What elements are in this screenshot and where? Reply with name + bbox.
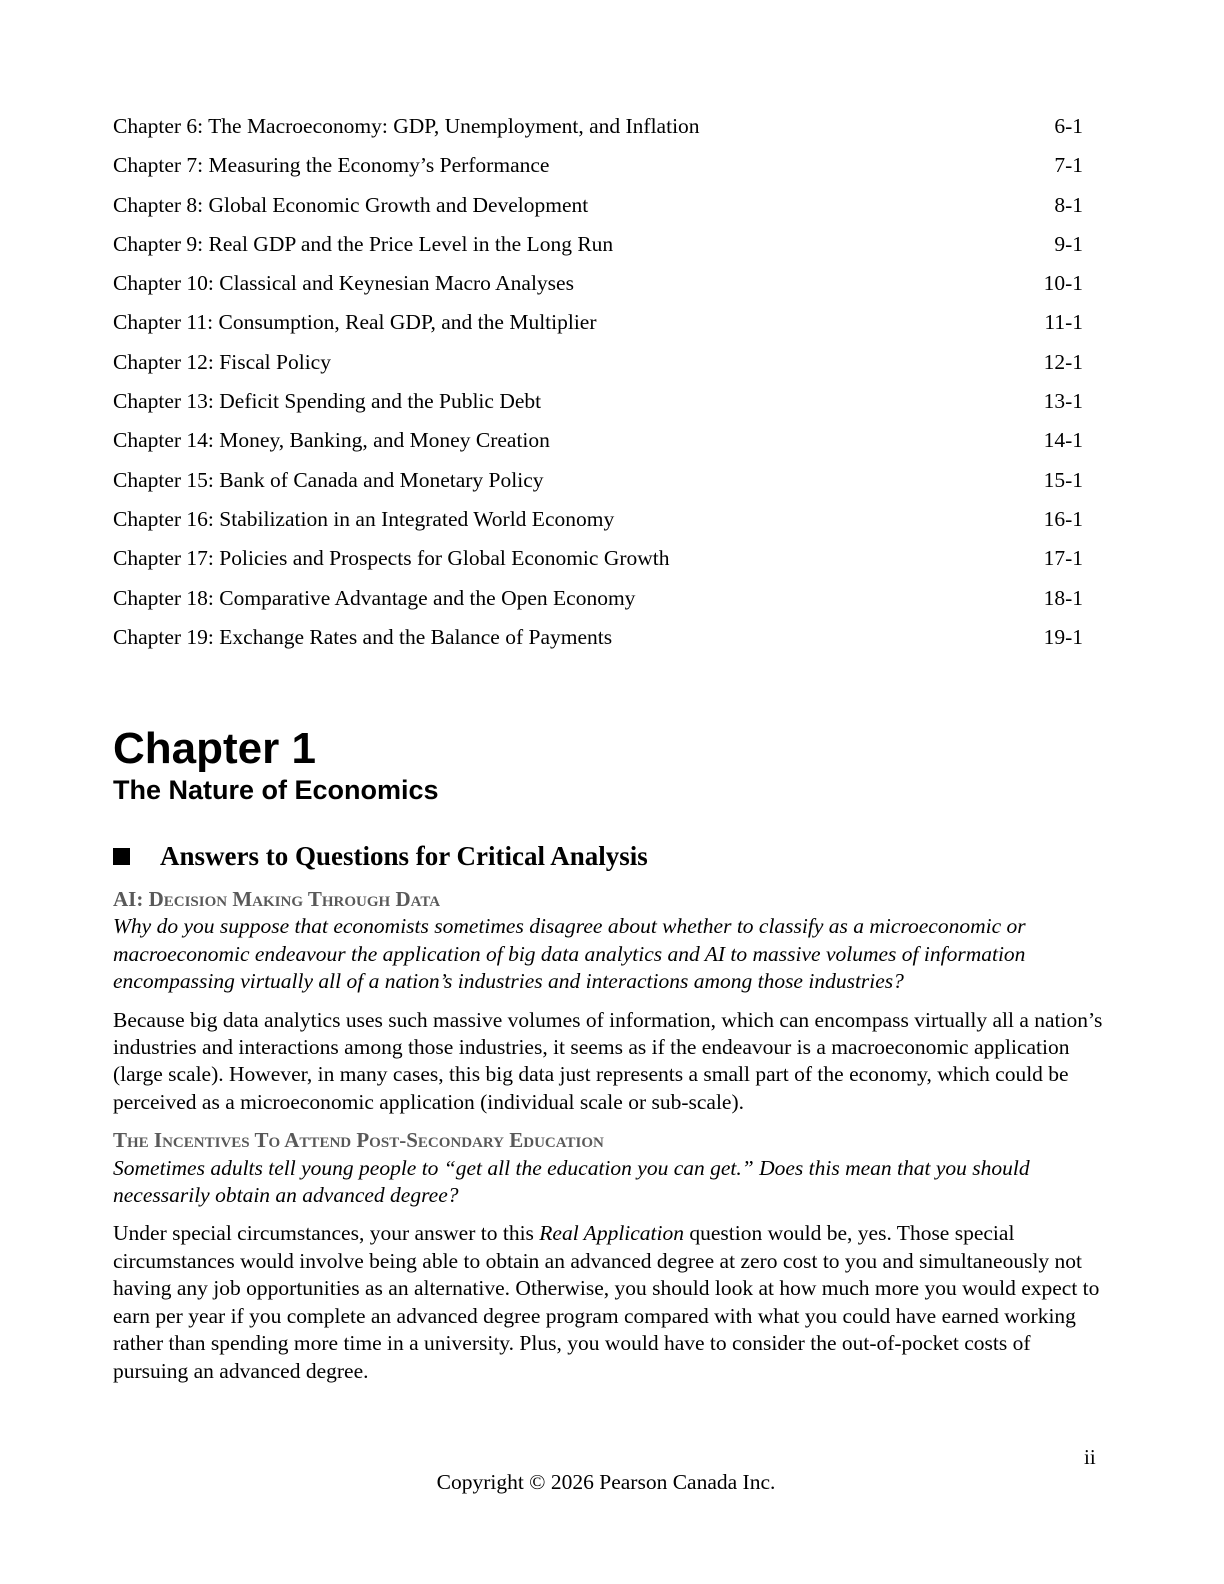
toc-entry[interactable] (113, 622, 1083, 661)
toc-page: 10-1 (1043, 271, 1083, 296)
toc-page: 8-1 (1054, 192, 1083, 217)
chapter-subtitle: The Nature of Economics (113, 775, 439, 805)
toc-page: 14-1 (1043, 428, 1083, 453)
toc-page: 15-1 (1043, 467, 1083, 492)
toc-page: 9-1 (1054, 231, 1083, 256)
item-question: Sometimes adults tell young people to “get all the education you can get.” Does this mean that you should necessarily obtain an advanced degree? (113, 1155, 1030, 1208)
toc-title: Chapter 16: Stabilization in an Integrated World Economy (113, 506, 615, 531)
toc-entry[interactable] (113, 425, 1083, 464)
square-bullet-icon (113, 848, 130, 865)
toc-entry[interactable] (113, 465, 1083, 504)
toc-page: 17-1 (1043, 546, 1083, 571)
section-heading (113, 841, 648, 872)
chapter-title: Chapter 1 (113, 724, 316, 773)
toc-entry[interactable] (113, 111, 1083, 150)
toc-entry[interactable] (113, 229, 1083, 268)
table-of-contents (113, 111, 1083, 661)
toc-title: Chapter 6: The Macroeconomy: GDP, Unemployment, and Inflation (113, 114, 700, 138)
item-heading: AI: Decision Making Through Data (113, 887, 441, 911)
item-answer: Because big data analytics uses such massive volumes of information, which can encompass virtually all a nation’s industries and interactions among those industries, it seems as if the endeavour is a macroeconomic application (large scale). However, in many cases, this big data just represents a small part of the economy, which could be perceived as a microeconomic application (individual scale or sub-scale). (113, 1007, 1103, 1114)
toc-title: Chapter 14: Money, Banking, and Money Creation (113, 428, 550, 453)
page-number: ii (1084, 1445, 1096, 1469)
toc-entry[interactable] (113, 347, 1083, 386)
toc-entry[interactable] (113, 307, 1083, 346)
answer-emphasis: Real Application (539, 1221, 685, 1246)
copyright-footer: Copyright © 2026 Pearson Canada Inc. (436, 1470, 776, 1494)
answer-text: question would be, yes. Those special circumstances would involve being able to obtain an advanced degree at zero cost to you and simultaneously not having any job opportunities as an alternative. Otherwise, you should look at how much more you would expect to earn per year if you complete an advanced degree program compared with what you could have earned working rather than spending more time in a university. Plus, you would have to consider the out-of-pocket costs of pursuing an advanced degree. (113, 1221, 1100, 1383)
toc-page: 13-1 (1043, 389, 1083, 414)
toc-title: Chapter 8: Global Economic Growth and Development (113, 192, 589, 217)
toc-title: Chapter 12: Fiscal Policy (113, 349, 331, 374)
toc-title: Chapter 11: Consumption, Real GDP, and the Multiplier (113, 310, 597, 335)
toc-title: Chapter 15: Bank of Canada and Monetary Policy (113, 467, 544, 492)
answer-text: Under special circumstances, your answer to this (113, 1221, 540, 1246)
toc-title: Chapter 7: Measuring the Economy’s Performance (113, 153, 550, 178)
item-heading: The Incentives To Attend Post-Secondary Education (113, 1128, 604, 1153)
toc-page: 18-1 (1043, 585, 1083, 610)
toc-entry[interactable] (113, 190, 1083, 229)
toc-entry[interactable] (113, 543, 1083, 582)
toc-page: 7-1 (1054, 153, 1083, 178)
toc-page: 19-1 (1043, 624, 1083, 649)
toc-page: 6-1 (1054, 114, 1083, 138)
toc-title: Chapter 18: Comparative Advantage and the Open Economy (113, 585, 636, 610)
toc-page: 11-1 (1044, 310, 1083, 335)
toc-entry[interactable] (113, 583, 1083, 622)
toc-title: Chapter 17: Policies and Prospects for Global Economic Growth (113, 546, 670, 571)
toc-title: Chapter 13: Deficit Spending and the Public Debt (113, 389, 542, 414)
toc-page: 16-1 (1043, 506, 1083, 531)
toc-entry[interactable] (113, 268, 1083, 307)
toc-entry[interactable] (113, 386, 1083, 425)
answers-content (113, 886, 1103, 1396)
toc-entry[interactable] (113, 150, 1083, 189)
toc-entry[interactable] (113, 504, 1083, 543)
item-question: Why do you suppose that economists sometimes disagree about whether to classify as a microeconomic or macroeconomic endeavour the application of big data analytics and AI to massive volumes of information encompassing virtually all of a nation’s industries and interactions among those industries? (113, 914, 1026, 994)
toc-title: Chapter 10: Classical and Keynesian Macro Analyses (113, 271, 574, 296)
item-answer (113, 1220, 1103, 1384)
toc-title: Chapter 9: Real GDP and the Price Level in the Long Run (113, 231, 614, 256)
toc-page: 12-1 (1043, 349, 1083, 374)
section-title: Answers to Questions for Critical Analysis (160, 841, 648, 871)
toc-title: Chapter 19: Exchange Rates and the Balance of Payments (113, 624, 613, 649)
